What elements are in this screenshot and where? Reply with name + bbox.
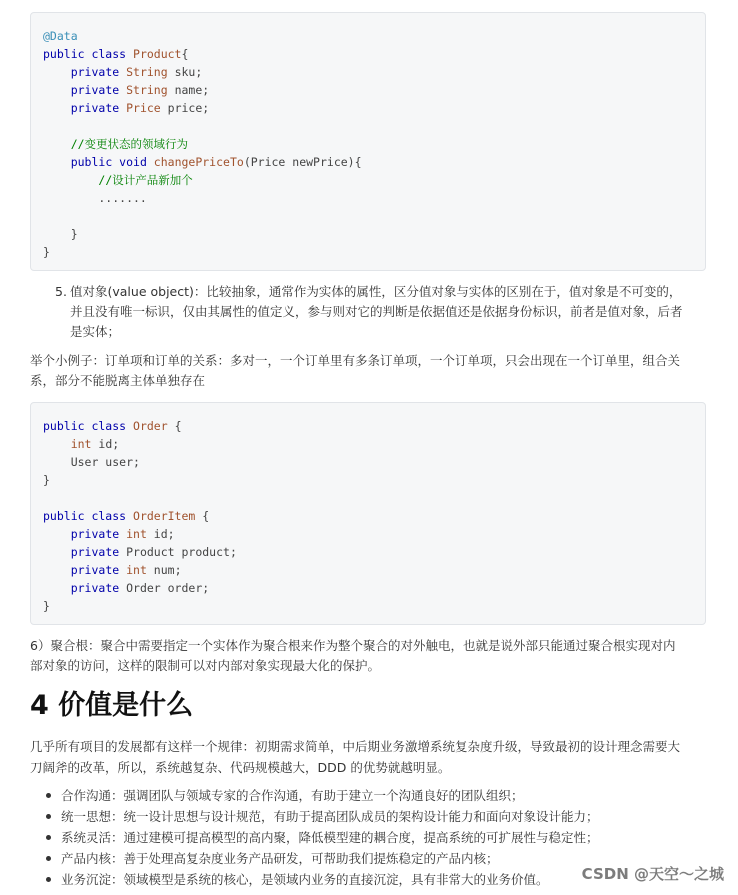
- intro-line-1: 几乎所有项目的发展都有这样一个规律：初期需求简单，中后期业务激增系统复杂度升级，导致最初的设计理念需要大: [30, 739, 681, 754]
- code-token: id;: [98, 437, 120, 451]
- code-line: [43, 171, 193, 189]
- code-token: id;: [153, 527, 175, 541]
- code-line: [43, 45, 188, 63]
- code-token: [43, 437, 71, 451]
- code-token: }: [43, 599, 50, 613]
- code-token: [43, 563, 71, 577]
- code-token: [43, 581, 71, 595]
- code-token: Product product;: [126, 545, 237, 559]
- code-token: int: [126, 527, 154, 541]
- code-token: {: [202, 509, 210, 523]
- bullet-dot-icon: [46, 877, 51, 882]
- code-token: .......: [43, 191, 147, 205]
- code-token: //设计产品新加个: [98, 173, 193, 187]
- example-line-2: 系，部分不能脱离主体单独存在: [30, 373, 206, 388]
- code-line: [43, 135, 188, 153]
- code-line: [43, 189, 147, 207]
- code-token: changePriceTo: [153, 155, 244, 169]
- code-token: public void: [70, 155, 154, 169]
- list-item: [30, 806, 720, 827]
- bullet-dot-icon: [46, 814, 51, 819]
- intro-line-2: 刀阔斧的改革，所以，系统越复杂、代码规模越大，DDD 的优势就越明显。: [30, 760, 451, 775]
- code-token: User user;: [43, 455, 140, 469]
- code-token: [43, 101, 71, 115]
- code-token: private: [70, 527, 127, 541]
- code-token: public class: [43, 47, 134, 61]
- feature-text: 统一思想：统一设计思想与设计规范，有助于提高团队成员的架构设计能力和面向对象设计能力；: [61, 809, 599, 824]
- code-token: OrderItem: [133, 509, 203, 523]
- code-line: [43, 561, 182, 579]
- code-token: sku;: [174, 65, 203, 79]
- example-line-1: 举个小例子：订单项和订单的关系：多对一，一个订单里有多条订单项，一个订单项，只会出现在一个订单里，组合关: [30, 353, 681, 368]
- code-token: String: [126, 83, 175, 97]
- code-token: [43, 173, 98, 187]
- csdn-watermark: CSDN @天空～之城: [581, 865, 724, 883]
- code-token: public class: [43, 509, 134, 523]
- value-object-line-2: 并且没有唯一标识，仅由其属性的值定义，参与则对它的判断是依据值还是依据身份标识，前者是值对象，后者: [70, 304, 683, 319]
- code-token: {: [174, 419, 182, 433]
- code-line: [43, 525, 175, 543]
- code-line: [43, 81, 209, 99]
- code-token: [43, 545, 71, 559]
- code-token: private: [70, 65, 127, 79]
- bullet-dot-icon: [46, 835, 51, 840]
- code-token: num;: [153, 563, 182, 577]
- value-object-line-3: 是实体；: [70, 324, 121, 339]
- code-token: [43, 65, 71, 79]
- code-token: int: [126, 563, 154, 577]
- code-line: [43, 63, 202, 81]
- code-line: [43, 471, 50, 489]
- code-token: Order order;: [126, 581, 210, 595]
- feature-text: 业务沉淀：领域模型是系统的核心，是领域内业务的直接沉淀，具有非常大的业务价值。: [61, 872, 549, 887]
- aggregate-root-line-1: 6）聚合根：聚合中需要指定一个实体作为聚合根来作为整个聚合的对外触电，也就是说外部只能通过聚合根实现对内: [30, 638, 676, 653]
- code-line: [43, 27, 78, 45]
- code-line: [43, 153, 362, 171]
- code-token: String: [126, 65, 175, 79]
- code-token: //变更状态的领域行为: [70, 137, 189, 151]
- code-token: int: [70, 437, 99, 451]
- code-token: }: [43, 227, 78, 241]
- code-line: [43, 243, 50, 261]
- code-line: [43, 453, 140, 471]
- code-token: Order: [133, 419, 175, 433]
- code-token: private: [70, 101, 127, 115]
- code-line: [43, 507, 209, 525]
- list-item: [30, 827, 720, 848]
- code-token: private: [70, 545, 127, 559]
- code-token: Product: [133, 47, 182, 61]
- section-heading: 4 价值是什么: [30, 690, 194, 721]
- code-token: }: [43, 473, 50, 487]
- code-token: [43, 527, 71, 541]
- code-token: }: [43, 245, 50, 259]
- code-token: price;: [167, 101, 210, 115]
- code-line: [43, 99, 209, 117]
- code-token: private: [70, 563, 127, 577]
- code-token: [43, 137, 71, 151]
- list-item: [30, 785, 720, 806]
- code-line: [43, 435, 119, 453]
- code-line: [43, 225, 78, 243]
- code-token: Price: [126, 101, 168, 115]
- code-line: [43, 543, 237, 561]
- value-object-line-1: 值对象(value object)：比较抽象，通常作为实体的属性，区分值对象与实体的区别在于，值对象是不可变的，: [70, 284, 682, 299]
- feature-text: 产品内核：善于处理高复杂度业务产品研发，可帮助我们提炼稳定的产品内核；: [61, 851, 499, 866]
- feature-text: 合作沟通：强调团队与领域专家的合作沟通，有助于建立一个沟通良好的团队组织；: [61, 788, 524, 803]
- code-token: (Price newPrice){: [243, 155, 362, 169]
- bullet-dot-icon: [46, 856, 51, 861]
- code-token: name;: [174, 83, 210, 97]
- aggregate-root-line-2: 部对象的访问，这样的限制可以对内部对象实现最大化的保护。: [30, 658, 381, 673]
- feature-text: 系统灵活：通过建模可提高模型的高内聚，降低模型建的耦合度，提高系统的可扩展性与稳定性；: [61, 830, 599, 845]
- code-token: public class: [43, 419, 134, 433]
- list-number: 5.: [55, 284, 67, 299]
- code-token: [43, 83, 71, 97]
- code-line: [43, 417, 182, 435]
- code-line: [43, 597, 50, 615]
- code-token: [43, 155, 71, 169]
- bullet-dot-icon: [46, 793, 51, 798]
- code-token: private: [70, 83, 127, 97]
- code-token: @Data: [43, 29, 78, 43]
- code-line: [43, 579, 209, 597]
- code-token: private: [70, 581, 127, 595]
- code-token: {: [181, 47, 189, 61]
